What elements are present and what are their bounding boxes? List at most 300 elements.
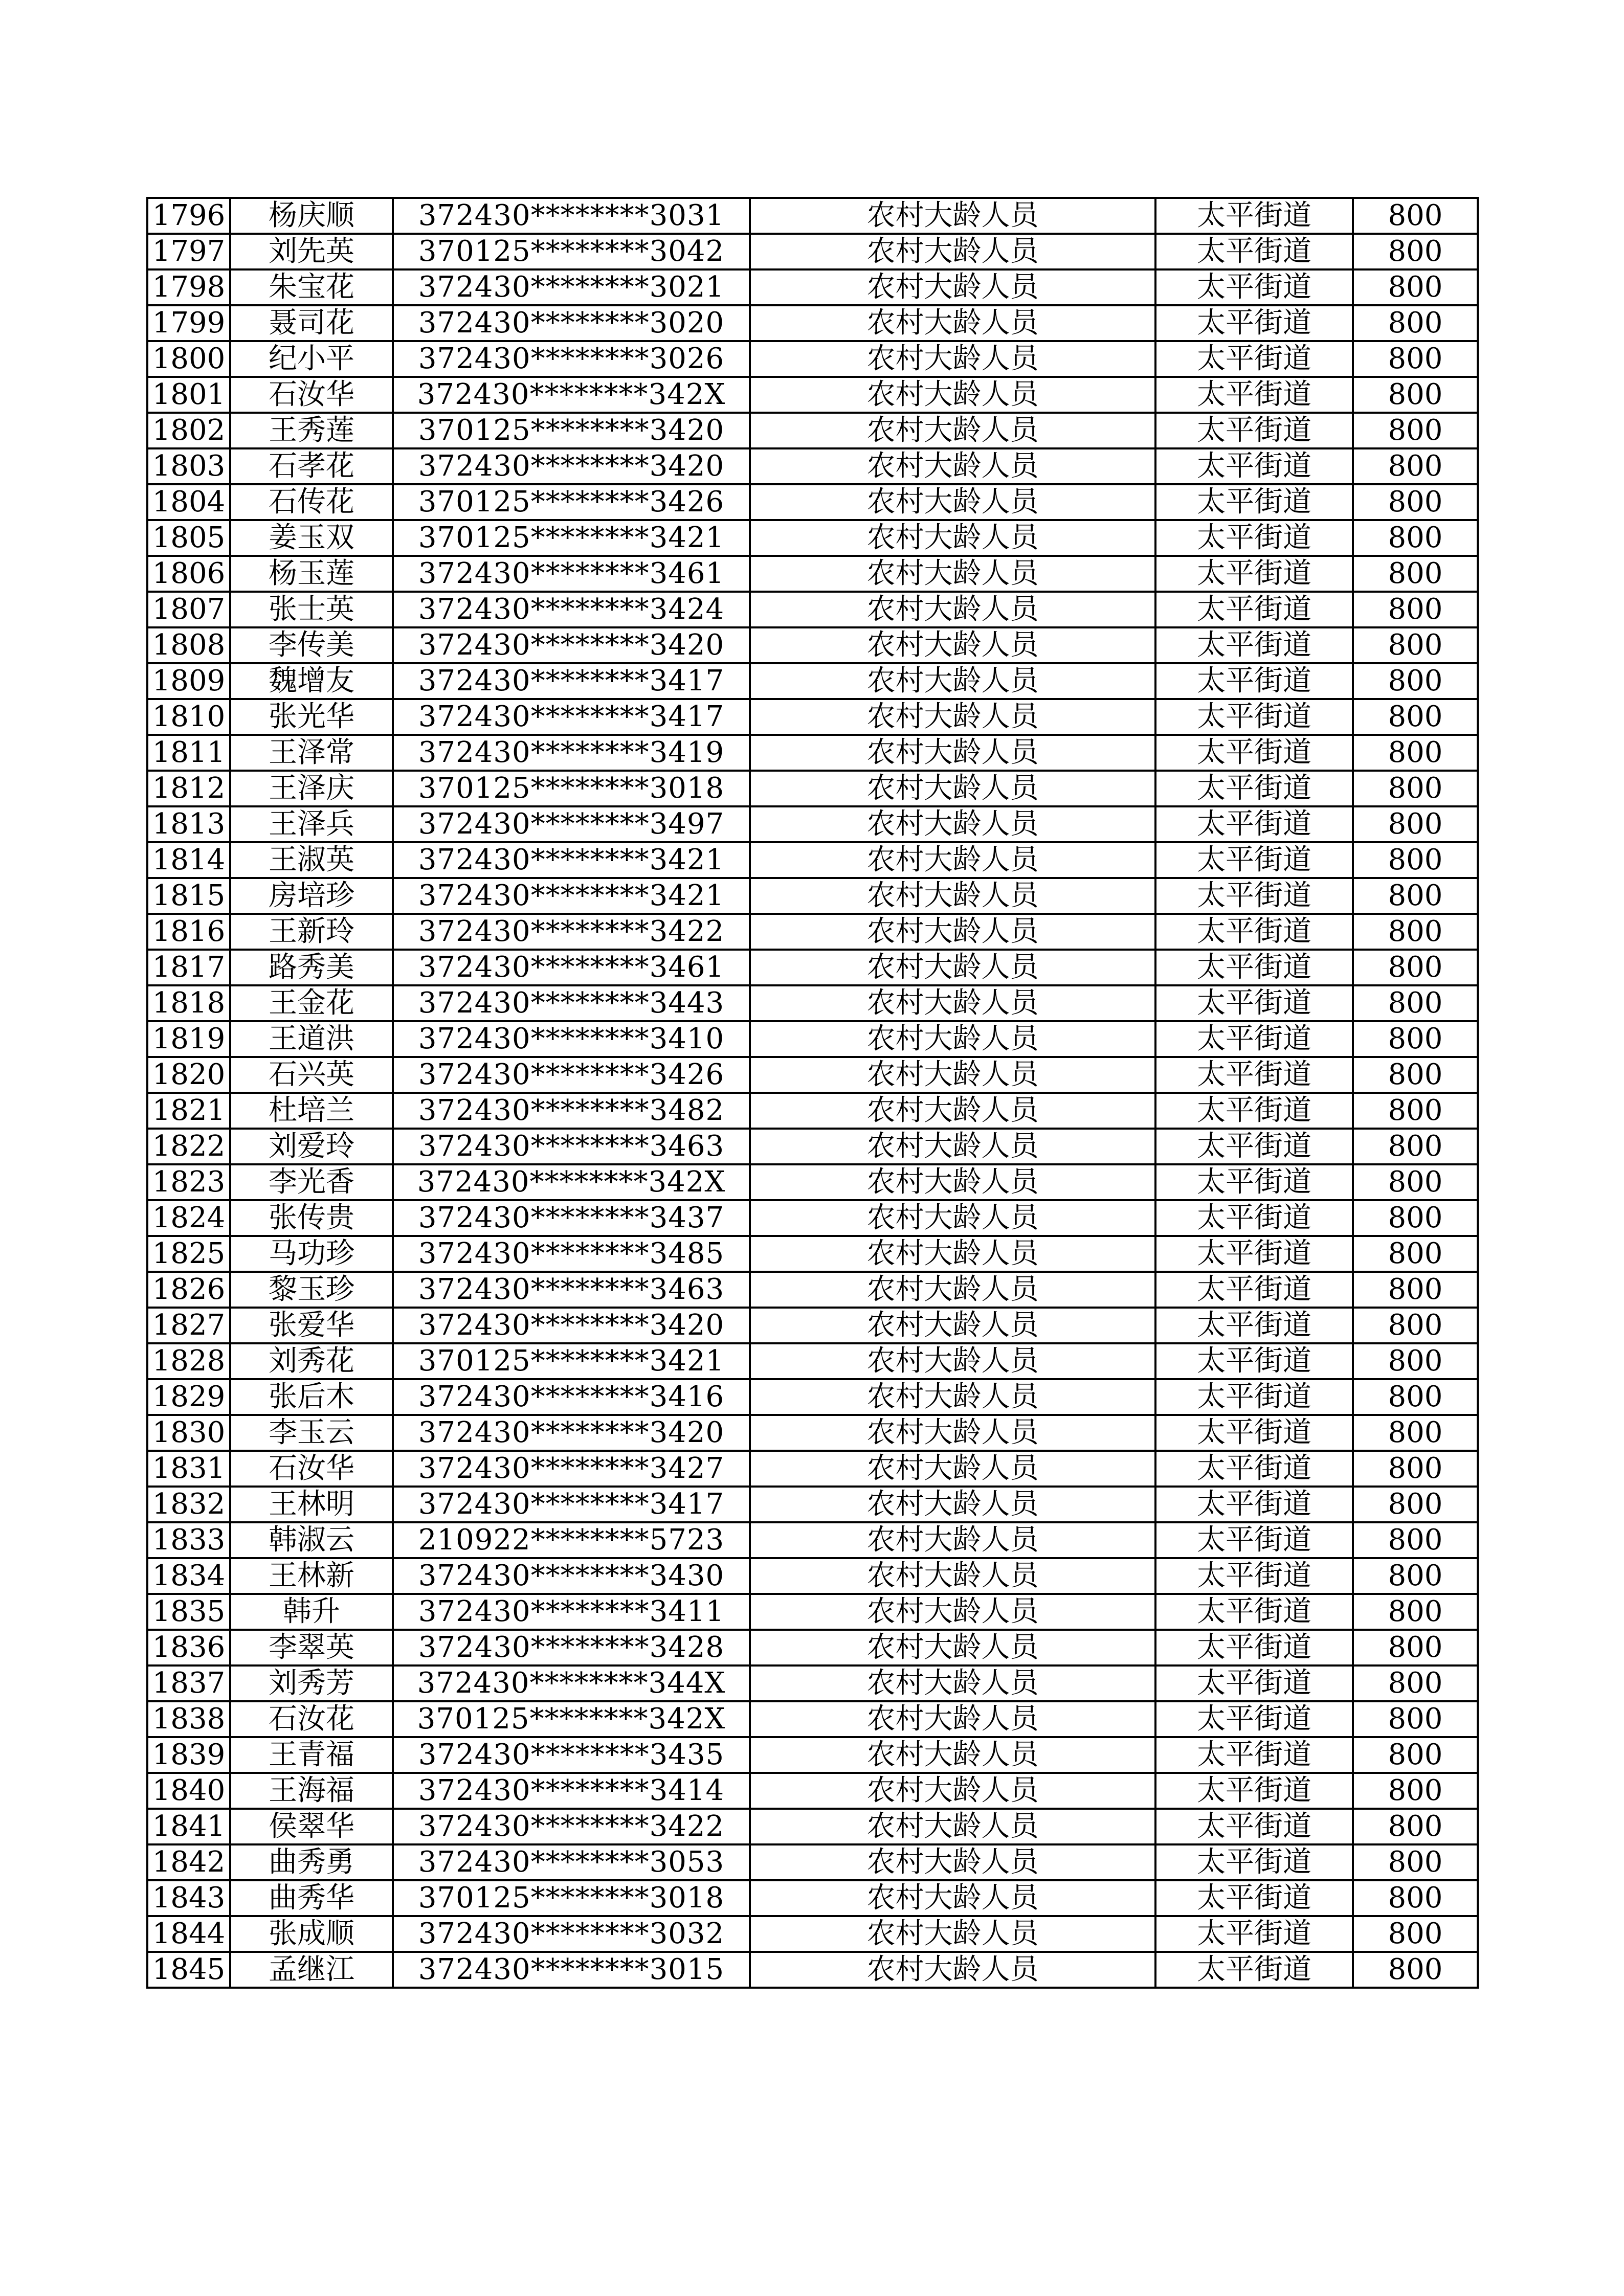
category-cell: 农村大龄人员 — [750, 699, 1155, 735]
id-number-cell: 372430********3424 — [393, 592, 750, 627]
serial-number-cell: 1812 — [147, 771, 230, 806]
serial-number-cell: 1805 — [147, 520, 230, 556]
category-cell: 农村大龄人员 — [750, 1379, 1155, 1415]
subdistrict-cell: 太平街道 — [1155, 950, 1353, 985]
person-name-cell: 杜培兰 — [230, 1093, 393, 1129]
table-row — [147, 771, 1478, 806]
table-row — [147, 1701, 1478, 1737]
id-number-cell: 372430********3443 — [393, 985, 750, 1021]
table-row — [147, 305, 1478, 341]
table-row — [147, 592, 1478, 627]
serial-number-cell: 1808 — [147, 627, 230, 663]
table-row — [147, 985, 1478, 1021]
category-cell: 农村大龄人员 — [750, 1594, 1155, 1630]
serial-number-cell: 1836 — [147, 1630, 230, 1665]
amount-cell: 800 — [1353, 1665, 1478, 1701]
table-row — [147, 1093, 1478, 1129]
person-name-cell: 王金花 — [230, 985, 393, 1021]
id-number-cell: 372430********3421 — [393, 878, 750, 914]
table-row — [147, 198, 1478, 234]
amount-cell: 800 — [1353, 269, 1478, 305]
subdistrict-cell: 太平街道 — [1155, 1665, 1353, 1701]
person-name-cell: 张光华 — [230, 699, 393, 735]
category-cell: 农村大龄人员 — [750, 198, 1155, 234]
table-row — [147, 1773, 1478, 1809]
roster-table-body — [147, 198, 1478, 1988]
person-name-cell: 黎玉珍 — [230, 1272, 393, 1308]
table-row — [147, 1665, 1478, 1701]
category-cell: 农村大龄人员 — [750, 1487, 1155, 1522]
person-name-cell: 朱宝花 — [230, 269, 393, 305]
id-number-cell: 372430********3417 — [393, 663, 750, 699]
amount-cell: 800 — [1353, 771, 1478, 806]
amount-cell: 800 — [1353, 234, 1478, 269]
category-cell: 农村大龄人员 — [750, 1200, 1155, 1236]
id-number-cell: 372430********3411 — [393, 1594, 750, 1630]
person-name-cell: 杨玉莲 — [230, 556, 393, 592]
subdistrict-cell: 太平街道 — [1155, 842, 1353, 878]
subdistrict-cell: 太平街道 — [1155, 1164, 1353, 1200]
subdistrict-cell: 太平街道 — [1155, 914, 1353, 950]
amount-cell: 800 — [1353, 1880, 1478, 1916]
person-name-cell: 张后木 — [230, 1379, 393, 1415]
table-row — [147, 1558, 1478, 1594]
table-row — [147, 1021, 1478, 1057]
person-name-cell: 韩淑云 — [230, 1522, 393, 1558]
serial-number-cell: 1804 — [147, 484, 230, 520]
serial-number-cell: 1833 — [147, 1522, 230, 1558]
category-cell: 农村大龄人员 — [750, 1164, 1155, 1200]
id-number-cell: 372430********3417 — [393, 1487, 750, 1522]
amount-cell: 800 — [1353, 663, 1478, 699]
subdistrict-cell: 太平街道 — [1155, 1701, 1353, 1737]
category-cell: 农村大龄人员 — [750, 1021, 1155, 1057]
subdistrict-cell: 太平街道 — [1155, 878, 1353, 914]
person-name-cell: 李翠英 — [230, 1630, 393, 1665]
person-name-cell: 王道洪 — [230, 1021, 393, 1057]
id-number-cell: 372430********3026 — [393, 341, 750, 377]
serial-number-cell: 1838 — [147, 1701, 230, 1737]
amount-cell: 800 — [1353, 592, 1478, 627]
person-name-cell: 孟继江 — [230, 1952, 393, 1988]
id-number-cell: 210922********5723 — [393, 1522, 750, 1558]
subdistrict-cell: 太平街道 — [1155, 1880, 1353, 1916]
table-row — [147, 1308, 1478, 1343]
category-cell: 农村大龄人员 — [750, 377, 1155, 413]
id-number-cell: 372430********3497 — [393, 806, 750, 842]
person-name-cell: 张士英 — [230, 592, 393, 627]
subdistrict-cell: 太平街道 — [1155, 771, 1353, 806]
table-row — [147, 699, 1478, 735]
amount-cell: 800 — [1353, 1522, 1478, 1558]
amount-cell: 800 — [1353, 842, 1478, 878]
category-cell: 农村大龄人员 — [750, 413, 1155, 448]
id-number-cell: 372430********3426 — [393, 1057, 750, 1093]
category-cell: 农村大龄人员 — [750, 269, 1155, 305]
serial-number-cell: 1811 — [147, 735, 230, 771]
serial-number-cell: 1798 — [147, 269, 230, 305]
person-name-cell: 石汝花 — [230, 1701, 393, 1737]
id-number-cell: 372430********3437 — [393, 1200, 750, 1236]
amount-cell: 800 — [1353, 1809, 1478, 1844]
id-number-cell: 372430********3053 — [393, 1844, 750, 1880]
id-number-cell: 372430********342X — [393, 377, 750, 413]
id-number-cell: 370125********342X — [393, 1701, 750, 1737]
amount-cell: 800 — [1353, 985, 1478, 1021]
table-row — [147, 1129, 1478, 1164]
amount-cell: 800 — [1353, 1415, 1478, 1451]
person-name-cell: 石孝花 — [230, 448, 393, 484]
subdistrict-cell: 太平街道 — [1155, 1200, 1353, 1236]
person-name-cell: 石传花 — [230, 484, 393, 520]
serial-number-cell: 1819 — [147, 1021, 230, 1057]
person-name-cell: 张爱华 — [230, 1308, 393, 1343]
amount-cell: 800 — [1353, 520, 1478, 556]
id-number-cell: 370125********3018 — [393, 771, 750, 806]
id-number-cell: 372430********3015 — [393, 1952, 750, 1988]
subdistrict-cell: 太平街道 — [1155, 806, 1353, 842]
serial-number-cell: 1821 — [147, 1093, 230, 1129]
subdistrict-cell: 太平街道 — [1155, 1773, 1353, 1809]
amount-cell: 800 — [1353, 735, 1478, 771]
serial-number-cell: 1800 — [147, 341, 230, 377]
amount-cell: 800 — [1353, 1916, 1478, 1952]
serial-number-cell: 1837 — [147, 1665, 230, 1701]
serial-number-cell: 1815 — [147, 878, 230, 914]
id-number-cell: 372430********3416 — [393, 1379, 750, 1415]
subdistrict-cell: 太平街道 — [1155, 1093, 1353, 1129]
table-row — [147, 1916, 1478, 1952]
id-number-cell: 372430********3485 — [393, 1236, 750, 1272]
person-name-cell: 刘先英 — [230, 234, 393, 269]
amount-cell: 800 — [1353, 1236, 1478, 1272]
amount-cell: 800 — [1353, 1701, 1478, 1737]
subdistrict-cell: 太平街道 — [1155, 663, 1353, 699]
id-number-cell: 372430********3435 — [393, 1737, 750, 1773]
id-number-cell: 370125********3042 — [393, 234, 750, 269]
category-cell: 农村大龄人员 — [750, 1415, 1155, 1451]
serial-number-cell: 1825 — [147, 1236, 230, 1272]
person-name-cell: 马功珍 — [230, 1236, 393, 1272]
subdistrict-cell: 太平街道 — [1155, 592, 1353, 627]
subdistrict-cell: 太平街道 — [1155, 1021, 1353, 1057]
serial-number-cell: 1841 — [147, 1809, 230, 1844]
serial-number-cell: 1807 — [147, 592, 230, 627]
table-row — [147, 627, 1478, 663]
person-name-cell: 李玉云 — [230, 1415, 393, 1451]
serial-number-cell: 1820 — [147, 1057, 230, 1093]
table-row — [147, 234, 1478, 269]
person-name-cell: 石兴英 — [230, 1057, 393, 1093]
amount-cell: 800 — [1353, 1164, 1478, 1200]
category-cell: 农村大龄人员 — [750, 520, 1155, 556]
table-row — [147, 448, 1478, 484]
person-name-cell: 王淑英 — [230, 842, 393, 878]
category-cell: 农村大龄人员 — [750, 1343, 1155, 1379]
category-cell: 农村大龄人员 — [750, 448, 1155, 484]
person-name-cell: 张成顺 — [230, 1916, 393, 1952]
category-cell: 农村大龄人员 — [750, 806, 1155, 842]
id-number-cell: 372430********3430 — [393, 1558, 750, 1594]
subdistrict-cell: 太平街道 — [1155, 520, 1353, 556]
id-number-cell: 372430********3021 — [393, 269, 750, 305]
subdistrict-cell: 太平街道 — [1155, 341, 1353, 377]
amount-cell: 800 — [1353, 1343, 1478, 1379]
table-row — [147, 1844, 1478, 1880]
person-name-cell: 聂司花 — [230, 305, 393, 341]
table-row — [147, 1809, 1478, 1844]
amount-cell: 800 — [1353, 1630, 1478, 1665]
category-cell: 农村大龄人员 — [750, 305, 1155, 341]
subdistrict-cell: 太平街道 — [1155, 484, 1353, 520]
id-number-cell: 372430********3032 — [393, 1916, 750, 1952]
table-row — [147, 1164, 1478, 1200]
amount-cell: 800 — [1353, 627, 1478, 663]
amount-cell: 800 — [1353, 1558, 1478, 1594]
category-cell: 农村大龄人员 — [750, 1737, 1155, 1773]
person-name-cell: 张传贵 — [230, 1200, 393, 1236]
subdistrict-cell: 太平街道 — [1155, 1737, 1353, 1773]
category-cell: 农村大龄人员 — [750, 1844, 1155, 1880]
subdistrict-cell: 太平街道 — [1155, 234, 1353, 269]
subdistrict-cell: 太平街道 — [1155, 1379, 1353, 1415]
table-row — [147, 1415, 1478, 1451]
serial-number-cell: 1840 — [147, 1773, 230, 1809]
amount-cell: 800 — [1353, 1057, 1478, 1093]
serial-number-cell: 1806 — [147, 556, 230, 592]
person-name-cell: 刘秀芳 — [230, 1665, 393, 1701]
serial-number-cell: 1842 — [147, 1844, 230, 1880]
table-row — [147, 735, 1478, 771]
id-number-cell: 372430********3463 — [393, 1129, 750, 1164]
category-cell: 农村大龄人员 — [750, 556, 1155, 592]
subdistrict-cell: 太平街道 — [1155, 1522, 1353, 1558]
category-cell: 农村大龄人员 — [750, 1451, 1155, 1487]
category-cell: 农村大龄人员 — [750, 1952, 1155, 1988]
id-number-cell: 372430********3427 — [393, 1451, 750, 1487]
person-name-cell: 王海福 — [230, 1773, 393, 1809]
id-number-cell: 372430********3414 — [393, 1773, 750, 1809]
table-row — [147, 1200, 1478, 1236]
person-name-cell: 曲秀勇 — [230, 1844, 393, 1880]
subdistrict-cell: 太平街道 — [1155, 1630, 1353, 1665]
serial-number-cell: 1818 — [147, 985, 230, 1021]
subdistrict-cell: 太平街道 — [1155, 1952, 1353, 1988]
person-name-cell: 王林新 — [230, 1558, 393, 1594]
person-name-cell: 纪小平 — [230, 341, 393, 377]
subdistrict-cell: 太平街道 — [1155, 699, 1353, 735]
table-row — [147, 842, 1478, 878]
person-name-cell: 王青福 — [230, 1737, 393, 1773]
subdistrict-cell: 太平街道 — [1155, 1844, 1353, 1880]
category-cell: 农村大龄人员 — [750, 1522, 1155, 1558]
person-name-cell: 刘爱玲 — [230, 1129, 393, 1164]
amount-cell: 800 — [1353, 1093, 1478, 1129]
amount-cell: 800 — [1353, 1308, 1478, 1343]
id-number-cell: 372430********3417 — [393, 699, 750, 735]
subdistrict-cell: 太平街道 — [1155, 1415, 1353, 1451]
id-number-cell: 372430********3420 — [393, 627, 750, 663]
category-cell: 农村大龄人员 — [750, 1916, 1155, 1952]
table-row — [147, 1272, 1478, 1308]
person-name-cell: 王秀莲 — [230, 413, 393, 448]
serial-number-cell: 1826 — [147, 1272, 230, 1308]
table-row — [147, 1487, 1478, 1522]
person-name-cell: 王新玲 — [230, 914, 393, 950]
person-name-cell: 王泽庆 — [230, 771, 393, 806]
table-row — [147, 377, 1478, 413]
amount-cell: 800 — [1353, 950, 1478, 985]
amount-cell: 800 — [1353, 878, 1478, 914]
subdistrict-cell: 太平街道 — [1155, 448, 1353, 484]
serial-number-cell: 1797 — [147, 234, 230, 269]
subdistrict-cell: 太平街道 — [1155, 1809, 1353, 1844]
subdistrict-cell: 太平街道 — [1155, 1916, 1353, 1952]
person-name-cell: 姜玉双 — [230, 520, 393, 556]
amount-cell: 800 — [1353, 341, 1478, 377]
table-row — [147, 1451, 1478, 1487]
subdistrict-cell: 太平街道 — [1155, 305, 1353, 341]
person-name-cell: 王泽常 — [230, 735, 393, 771]
subdistrict-cell: 太平街道 — [1155, 1558, 1353, 1594]
category-cell: 农村大龄人员 — [750, 1773, 1155, 1809]
table-row — [147, 1379, 1478, 1415]
serial-number-cell: 1834 — [147, 1558, 230, 1594]
category-cell: 农村大龄人员 — [750, 914, 1155, 950]
subdistrict-cell: 太平街道 — [1155, 735, 1353, 771]
serial-number-cell: 1799 — [147, 305, 230, 341]
amount-cell: 800 — [1353, 413, 1478, 448]
category-cell: 农村大龄人员 — [750, 771, 1155, 806]
person-name-cell: 王林明 — [230, 1487, 393, 1522]
category-cell: 农村大龄人员 — [750, 1880, 1155, 1916]
person-name-cell: 李光香 — [230, 1164, 393, 1200]
id-number-cell: 372430********3461 — [393, 556, 750, 592]
table-row — [147, 914, 1478, 950]
subdistrict-cell: 太平街道 — [1155, 1236, 1353, 1272]
person-name-cell: 杨庆顺 — [230, 198, 393, 234]
category-cell: 农村大龄人员 — [750, 627, 1155, 663]
subdistrict-cell: 太平街道 — [1155, 1057, 1353, 1093]
table-row — [147, 950, 1478, 985]
serial-number-cell: 1829 — [147, 1379, 230, 1415]
id-number-cell: 372430********344X — [393, 1665, 750, 1701]
person-name-cell: 王泽兵 — [230, 806, 393, 842]
subdistrict-cell: 太平街道 — [1155, 269, 1353, 305]
table-row — [147, 520, 1478, 556]
id-number-cell: 372430********3482 — [393, 1093, 750, 1129]
amount-cell: 800 — [1353, 448, 1478, 484]
id-number-cell: 372430********3422 — [393, 914, 750, 950]
amount-cell: 800 — [1353, 914, 1478, 950]
category-cell: 农村大龄人员 — [750, 1558, 1155, 1594]
subdistrict-cell: 太平街道 — [1155, 1308, 1353, 1343]
id-number-cell: 372430********342X — [393, 1164, 750, 1200]
amount-cell: 800 — [1353, 484, 1478, 520]
amount-cell: 800 — [1353, 1594, 1478, 1630]
serial-number-cell: 1817 — [147, 950, 230, 985]
subdistrict-cell: 太平街道 — [1155, 413, 1353, 448]
category-cell: 农村大龄人员 — [750, 1809, 1155, 1844]
serial-number-cell: 1814 — [147, 842, 230, 878]
id-number-cell: 372430********3461 — [393, 950, 750, 985]
category-cell: 农村大龄人员 — [750, 1129, 1155, 1164]
serial-number-cell: 1809 — [147, 663, 230, 699]
subdistrict-cell: 太平街道 — [1155, 1343, 1353, 1379]
serial-number-cell: 1827 — [147, 1308, 230, 1343]
table-row — [147, 1952, 1478, 1988]
person-name-cell: 韩升 — [230, 1594, 393, 1630]
category-cell: 农村大龄人员 — [750, 1630, 1155, 1665]
serial-number-cell: 1835 — [147, 1594, 230, 1630]
person-name-cell: 刘秀花 — [230, 1343, 393, 1379]
id-number-cell: 372430********3420 — [393, 448, 750, 484]
amount-cell: 800 — [1353, 1200, 1478, 1236]
person-name-cell: 房培珍 — [230, 878, 393, 914]
subdistrict-cell: 太平街道 — [1155, 1594, 1353, 1630]
category-cell: 农村大龄人员 — [750, 1236, 1155, 1272]
amount-cell: 800 — [1353, 1952, 1478, 1988]
id-number-cell: 370125********3420 — [393, 413, 750, 448]
person-name-cell: 路秀美 — [230, 950, 393, 985]
subdistrict-cell: 太平街道 — [1155, 1451, 1353, 1487]
serial-number-cell: 1813 — [147, 806, 230, 842]
table-row — [147, 878, 1478, 914]
table-row — [147, 1737, 1478, 1773]
category-cell: 农村大龄人员 — [750, 1701, 1155, 1737]
subdistrict-cell: 太平街道 — [1155, 377, 1353, 413]
serial-number-cell: 1843 — [147, 1880, 230, 1916]
table-row — [147, 484, 1478, 520]
table-row — [147, 1522, 1478, 1558]
amount-cell: 800 — [1353, 699, 1478, 735]
amount-cell: 800 — [1353, 305, 1478, 341]
table-row — [147, 1236, 1478, 1272]
id-number-cell: 372430********3031 — [393, 198, 750, 234]
subdistrict-cell: 太平街道 — [1155, 1487, 1353, 1522]
roster-table — [146, 197, 1479, 1989]
amount-cell: 800 — [1353, 806, 1478, 842]
serial-number-cell: 1796 — [147, 198, 230, 234]
id-number-cell: 372430********3422 — [393, 1809, 750, 1844]
person-name-cell: 李传美 — [230, 627, 393, 663]
amount-cell: 800 — [1353, 1451, 1478, 1487]
id-number-cell: 370125********3426 — [393, 484, 750, 520]
serial-number-cell: 1802 — [147, 413, 230, 448]
amount-cell: 800 — [1353, 1129, 1478, 1164]
amount-cell: 800 — [1353, 1379, 1478, 1415]
category-cell: 农村大龄人员 — [750, 663, 1155, 699]
person-name-cell: 曲秀华 — [230, 1880, 393, 1916]
table-row — [147, 806, 1478, 842]
serial-number-cell: 1845 — [147, 1952, 230, 1988]
subdistrict-cell: 太平街道 — [1155, 556, 1353, 592]
category-cell: 农村大龄人员 — [750, 950, 1155, 985]
category-cell: 农村大龄人员 — [750, 842, 1155, 878]
subdistrict-cell: 太平街道 — [1155, 1129, 1353, 1164]
serial-number-cell: 1839 — [147, 1737, 230, 1773]
category-cell: 农村大龄人员 — [750, 484, 1155, 520]
category-cell: 农村大龄人员 — [750, 1093, 1155, 1129]
id-number-cell: 372430********3428 — [393, 1630, 750, 1665]
amount-cell: 800 — [1353, 1487, 1478, 1522]
serial-number-cell: 1823 — [147, 1164, 230, 1200]
subdistrict-cell: 太平街道 — [1155, 985, 1353, 1021]
category-cell: 农村大龄人员 — [750, 985, 1155, 1021]
id-number-cell: 372430********3421 — [393, 842, 750, 878]
table-row — [147, 413, 1478, 448]
subdistrict-cell: 太平街道 — [1155, 1272, 1353, 1308]
